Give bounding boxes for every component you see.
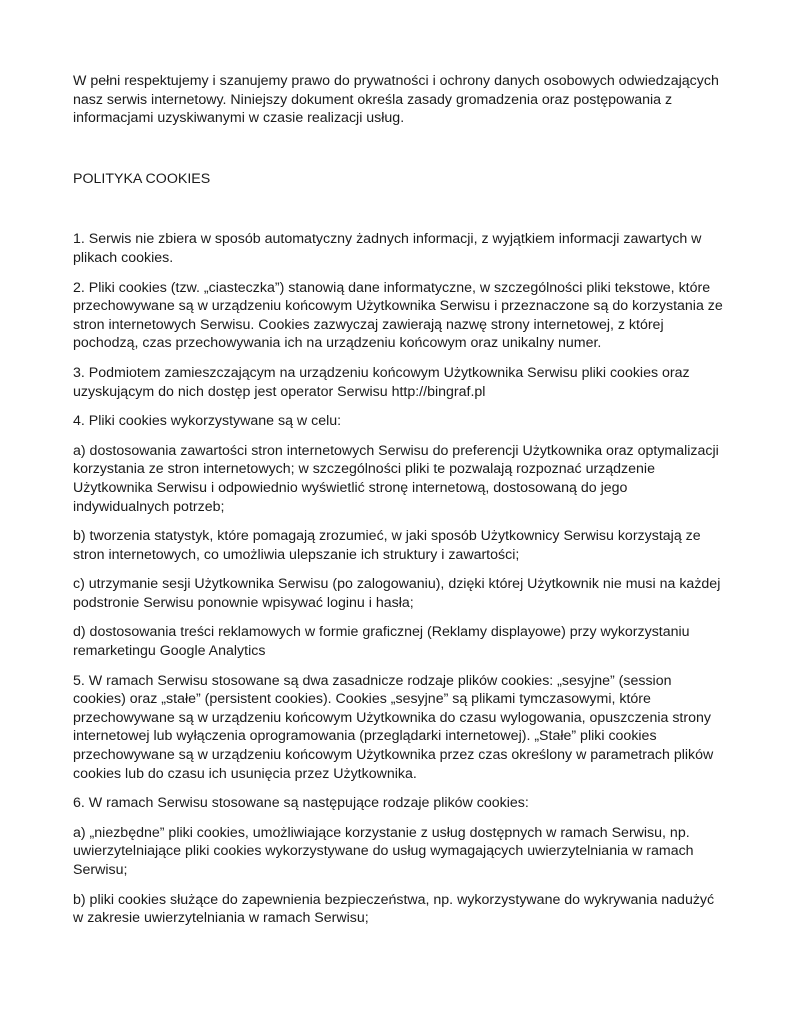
intro-paragraph: W pełni respektujemy i szanujemy prawo do prywatności i ochrony danych osobowych odwiedzających nasz serwis internetowy. Niniejszy dokument określa zasady gromadzenia oraz postępowania z informacjami uzyskiwanymi w czasie realizacji usług. [73,73,719,127]
paragraph-6: 6. W ramach Serwisu stosowane są następujące rodzaje plików cookies: [73,795,529,812]
paragraph-4b: b) tworzenia statystyk, które pomagają zrozumieć, w jaki sposób Użytkownicy Serwisu korzystają ze stron internetowych, co umożliwia ulepszanie ich struktury i zawartości; [73,528,701,563]
paragraph-3: 3. Podmiotem zamieszczającym na urządzeniu końcowym Użytkownika Serwisu pliki cookies oraz uzyskującym do nich dostęp jest operator Serwisu http://bingraf.pl [73,364,690,400]
paragraph-1: 1. Serwis nie zbiera w sposób automatyczny żadnych informacji, z wyjątkiem informacji zawartych w plikach cookies. [73,231,702,266]
paragraph-4d: d) dostosowania treści reklamowych w formie graficznej (Reklamy displayowe) przy wykorzystaniu remarketingu Google Analytics [73,624,690,660]
paragraph-4c: c) utrzymanie sesji Użytkownika Serwisu (po zalogowaniu), dzięki której Użytkownik nie musi na każdej podstronie Serwisu ponownie wpisywać loginu i hasła; [73,576,721,611]
paragraph-6b: b) pliki cookies służące do zapewnienia bezpieczeństwa, np. wykorzystywane do wykrywania nadużyć w zakresie uwierzytelniania w ramach Serwisu; [73,891,715,927]
document-page [73,72,723,939]
paragraph-4a: a) dostosowania zawartości stron internetowych Serwisu do preferencji Użytkownika oraz optymalizacji korzystania ze stron internetowych; w szczególności pliki te pozwalają rozpoznać urządzenie Użytkownika Serwisu i odpowiednio wyświetlić stronę internetową, dostosowaną do jego indywidualnych potrzeb; [73,442,719,515]
section-heading: POLITYKA COOKIES [73,170,211,187]
paragraph-5: 5. W ramach Serwisu stosowane są dwa zasadnicze rodzaje plików cookies: „sesyjne” (session cookies) oraz „stałe” (persistent cookies). Cookies „sesyjne” są plikami tymczasowymi, które przechowywane są w urządzeniu końcowym Użytkownika do czasu wylogowania, opuszczenia strony internetowej lub wyłączenia oprogramowania (przeglądarki internetowej). „Stałe” pliki cookies przechowywane są w urządzeniu końcowym Użytkownika przez czas określony w parametrach plików cookies lub do czasu ich usunięcia przez Użytkownika. [73,672,714,782]
paragraph-4: 4. Pliki cookies wykorzystywane są w celu: [73,413,342,430]
paragraph-6a: a) „niezbędne” pliki cookies, umożliwiające korzystanie z usług dostępnych w ramach Serwisu, np. uwierzytelniające pliki cookies wykorzystywane do usług wymagających uwierzytelniania w ramach Serwisu; [73,824,694,878]
paragraph-2: 2. Pliki cookies (tzw. „ciasteczka”) stanowią dane informatyczne, w szczególności pliki tekstowe, które przechowywane są w urządzeniu końcowym Użytkownika Serwisu i przeznaczone są do korzystania ze stron internetowych Serwisu. Cookies zazwyczaj zawierają nazwę strony internetowej, z której pochodzą, czas przechowywania ich na urządzeniu końcowym oraz unikalny numer. [73,279,723,352]
